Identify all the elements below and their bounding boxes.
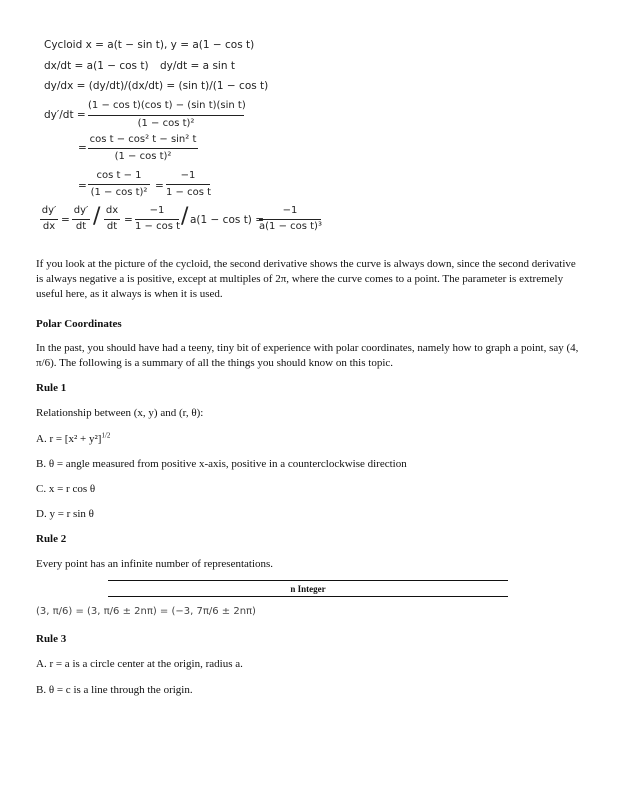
second-derivative-numerator: (1 − cos t)(cos t) − (sin t)(sin t) (88, 100, 246, 111)
final-middle-term: a(1 − cos t) = (190, 214, 265, 226)
rule2-formula: (3, π/6) = (3, π/6 ± 2nπ) = (−3, 7π/6 ± 2nπ) (36, 606, 256, 617)
rule1-heading: Rule 1 (36, 382, 67, 394)
rule2-intro: Every point has an infinite number of representations. (36, 558, 274, 570)
step2-denominator: (1 − cos t)² (114, 151, 172, 162)
step3b-numerator: −1 (180, 170, 196, 181)
fraction-bar (88, 148, 198, 149)
final-minus-one: −1 (149, 205, 165, 216)
rule3-item-a: A. r = a is a circle center at the origin, radius a. (36, 658, 243, 670)
dy-dt-equation: dy/dt = a sin t (160, 60, 235, 72)
table-top-rule (108, 580, 508, 581)
final-one-minus-cos: 1 − cos t (135, 221, 181, 232)
equals-sign: = (61, 214, 70, 226)
final-result-denominator: a(1 − cos t)³ (259, 221, 322, 232)
equals-sign: = (78, 142, 87, 154)
dx-dt-equation: dx/dt = a(1 − cos t) (44, 60, 149, 72)
rule1-intro: Relationship between (x, y) and (r, θ): (36, 407, 204, 419)
fraction-bar (72, 219, 90, 220)
step2-numerator: cos t − cos² t − sin² t (89, 134, 197, 145)
polar-intro: In the past, you should have had a teeny, tiny bit of experience with polar coordinates, namely how to graph a point, say (4, π/6). The following is a summary of all the things you should know on this topic. (36, 342, 579, 369)
fraction-bar (166, 184, 210, 185)
final-dy-prime: dy′ (41, 205, 57, 216)
fraction-bar (135, 219, 179, 220)
division-slash: / (93, 204, 101, 229)
final-dt-2: dt (106, 221, 118, 232)
equals-sign: = (124, 214, 133, 226)
step3-denominator: (1 − cos t)² (90, 187, 148, 198)
fraction-bar (88, 184, 150, 185)
cycloid-explanation: If you look at the picture of the cycloid, the second derivative shows the curve is always down, since the second derivative is always negative a is positive, except at multiples of 2π, where the curve comes to a point. The parameter is extremely useful here, as it always is when it is used. (36, 258, 576, 300)
rule3-item-b: B. θ = c is a line through the origin. (36, 684, 193, 696)
fraction-bar (104, 219, 120, 220)
cycloid-title: Cycloid x = a(t − sin t), y = a(1 − cos t) (44, 39, 255, 51)
polar-coordinates-heading: Polar Coordinates (36, 318, 122, 330)
fraction-bar (40, 219, 58, 220)
final-dx: dx (42, 221, 56, 232)
fraction-bar (259, 219, 321, 220)
fraction-bar (88, 115, 244, 116)
final-dx-2: dx (105, 205, 119, 216)
rule1-item-a-exponent: 1/2 (101, 431, 111, 440)
rule3-heading: Rule 3 (36, 633, 67, 645)
step3-numerator: cos t − 1 (96, 170, 142, 181)
second-derivative-lhs: dy′/dt = (44, 109, 86, 121)
rule2-heading: Rule 2 (36, 533, 67, 545)
rule1-item-d: D. y = r sin θ (36, 508, 94, 520)
equals-sign: = (78, 180, 87, 192)
step3b-denominator: 1 − cos t (166, 187, 212, 198)
final-dy-prime-2: dy′ (73, 205, 89, 216)
table-header: n Integer (290, 584, 326, 594)
equals-sign: = (155, 180, 164, 192)
rule1-item-c: C. x = r cos θ (36, 483, 96, 495)
rule1-item-b: B. θ = angle measured from positive x-axis, positive in a counterclockwise direction (36, 458, 407, 470)
rule1-item-a: A. $r = [x^2 + y^2]^{1/2}$ (36, 431, 111, 445)
second-derivative-denominator: (1 − cos t)² (137, 118, 195, 129)
dy-dx-equation: dy/dx = (dy/dt)/(dx/dt) = (sin t)/(1 − cos t) (44, 80, 269, 92)
table-bottom-rule (108, 596, 508, 597)
division-slash: / (181, 204, 189, 229)
final-result-numerator: −1 (282, 205, 298, 216)
final-dt: dt (75, 221, 87, 232)
